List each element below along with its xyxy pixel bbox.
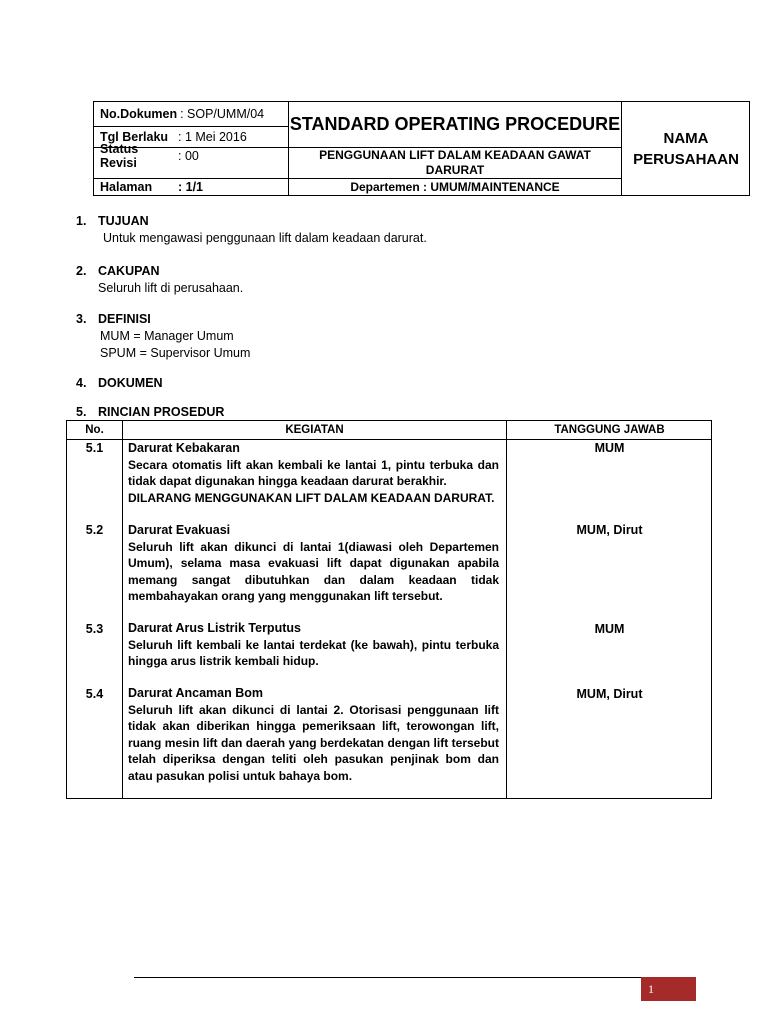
activity-warning: DILARANG MENGGUNAKAN LIFT DALAM KEADAAN DARURAT. xyxy=(128,490,495,505)
revision-label: Status Revisi xyxy=(100,142,139,170)
table-row xyxy=(128,522,499,605)
section-number: 4. xyxy=(76,376,87,390)
column-header-responsible: TANGGUNG JAWAB xyxy=(554,424,665,436)
sop-subject xyxy=(289,147,621,178)
responsible-party: MUM, Dirut xyxy=(576,523,643,537)
company-name-line1: NAMA xyxy=(663,129,709,147)
section-number: 3. xyxy=(76,312,87,326)
effective-date-value: : 1 Mei 2016 xyxy=(178,129,247,144)
section-number: 5. xyxy=(76,405,87,419)
department: Departemen : UMUM/MAINTENANCE xyxy=(350,179,560,194)
row-number: 5.2 xyxy=(85,523,104,537)
doc-number-value: : SOP/UMM/04 xyxy=(180,107,265,121)
activity-description: Seluruh lift akan dikunci di lantai 1(diawasi oleh Departemen Umum), selama masa evakuasi lift dapat digunakan apabila memang sangat dibutuhkan dan dalam keadaan tidak membahayakan orang yang menggunakan lift tersebut. xyxy=(128,539,499,603)
definition-item: SPUM = Supervisor Umum xyxy=(100,346,251,360)
effective-date-label: Tgl Berlaku xyxy=(100,129,169,144)
sop-title: STANDARD OPERATING PROCEDURE xyxy=(289,114,621,134)
section-title: DOKUMEN xyxy=(98,376,163,390)
company-name xyxy=(622,102,750,195)
doc-number-cell xyxy=(100,102,264,126)
company-name-line2: PERUSAHAAN xyxy=(633,150,739,168)
section-tujuan xyxy=(76,214,149,228)
section-text: Seluruh lift di perusahaan. xyxy=(98,281,244,295)
responsible-party: MUM, Dirut xyxy=(576,687,643,701)
procedure-table xyxy=(66,420,712,799)
responsible-party: MUM xyxy=(594,622,625,636)
doc-number-label: No.Dokumen xyxy=(100,107,178,121)
section-number: 1. xyxy=(76,214,87,228)
column-divider xyxy=(506,421,507,798)
table-row xyxy=(128,685,499,784)
definition-item: MUM = Manager Umum xyxy=(100,329,234,343)
page-value: : 1/1 xyxy=(178,180,204,194)
column-divider xyxy=(122,421,123,798)
activity-title: Darurat Arus Listrik Terputus xyxy=(128,621,301,635)
page-label: Halaman xyxy=(100,180,153,194)
column-header-activity: KEGIATAN xyxy=(285,424,344,436)
section-cakupan xyxy=(76,264,160,278)
section-title: TUJUAN xyxy=(98,214,149,228)
section-title: CAKUPAN xyxy=(98,264,160,278)
section-rincian-prosedur xyxy=(76,405,224,419)
activity-title: Darurat Evakuasi xyxy=(128,523,231,537)
activity-title: Darurat Ancaman Bom xyxy=(128,686,263,700)
row-number: 5.4 xyxy=(85,687,104,701)
section-dokumen xyxy=(76,376,163,390)
section-title: DEFINISI xyxy=(98,312,151,326)
section-definisi xyxy=(76,312,151,326)
row-number: 5.3 xyxy=(85,622,104,636)
activity-description: Seluruh lift kembali ke lantai terdekat (ke bawah), pintu terbuka hingga arus listrik kembali hidup. xyxy=(128,637,499,668)
activity-title: Darurat Kebakaran xyxy=(128,441,240,455)
responsible-party: MUM xyxy=(594,441,625,455)
table-row xyxy=(128,440,499,506)
page-number-badge: 1 xyxy=(641,977,696,1001)
column-header-no: No. xyxy=(85,424,104,436)
page-cell xyxy=(100,178,203,196)
section-title: RINCIAN PROSEDUR xyxy=(98,405,225,419)
sop-subject-line1: PENGGUNAAN LIFT DALAM KEADAAN GAWAT xyxy=(319,147,591,162)
footer-rule xyxy=(134,977,641,978)
row-number: 5.1 xyxy=(85,441,104,455)
revision-value: : 00 xyxy=(178,149,199,163)
revision-cell xyxy=(100,142,199,170)
section-number: 2. xyxy=(76,264,87,278)
document-header-table xyxy=(93,101,750,196)
activity-description: Secara otomatis lift akan kembali ke lantai 1, pintu terbuka dan tidak dapat digunakan hingga keadaan darurat berakhir. xyxy=(128,457,499,488)
sop-subject-line2: DARURAT xyxy=(425,162,485,177)
section-text: Untuk mengawasi penggunaan lift dalam keadaan darurat. xyxy=(103,231,427,245)
activity-description: Seluruh lift akan dikunci di lantai 2. Otorisasi penggunaan lift tidak akan diberikan hingga pemeriksaan lift, terowongan lift, ruang mesin lift dan daerah yang berdekatan dengan lift tersebut telah diperiksa dengan teliti oleh pasukan penjinak bom dan atau pasukan polisi untuk bahaya bom. xyxy=(128,702,499,783)
table-row xyxy=(128,620,499,670)
